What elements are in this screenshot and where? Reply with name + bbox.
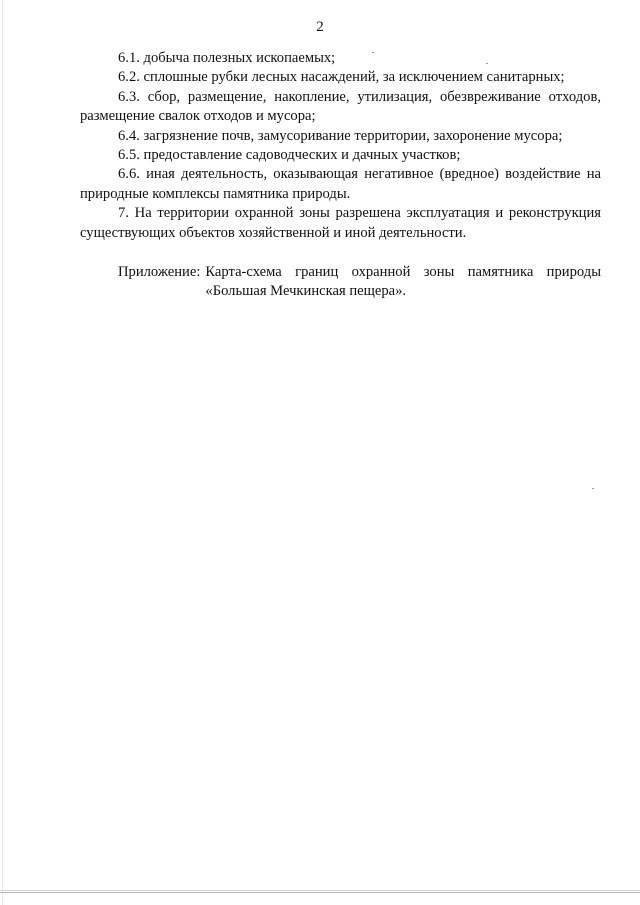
list-item-6-1: 6.1. добыча полезных ископаемых; [118,50,336,66]
spacer [80,243,601,263]
list-item-7: 7. На территории охранной зоны разрешена эксплуатация и реконструкция существующих объектов хозяйственной и иной деятельности. [80,205,601,241]
scan-speck [372,52,374,53]
page-number: 2 [316,19,324,35]
scan-speck [592,488,594,489]
list-item-6-6: 6.6. иная деятельность, оказывающая негативное (вредное) воздействие на природные комплексы памятника природы. [80,166,601,202]
document-body [80,49,601,302]
appendix-text: Карта-схема границ охранной зоны памятника природы «Большая Мечкинская пещера». [205,264,601,300]
appendix-block [118,263,601,302]
scan-speck [486,63,488,64]
list-item-6-3: 6.3. сбор, размещение, накопление, утилизация, обезвреживание отходов, размещение свалок отходов и мусора; [80,88,601,125]
list-item-6-5: 6.5. предоставление садоводческих и дачных участков; [118,147,461,164]
list-item-6-4: 6.4. загрязнение почв, замусоривание территории, захоронение мусора; [118,127,563,144]
list-item-6-2: 6.2. сплошные рубки лесных насаждений, за исключением санитарных; [118,69,565,86]
scan-bottom-edge [0,892,640,893]
scan-margin-line [2,0,3,905]
appendix-label: Приложение: [118,264,201,281]
scan-bottom-edge [0,890,640,891]
